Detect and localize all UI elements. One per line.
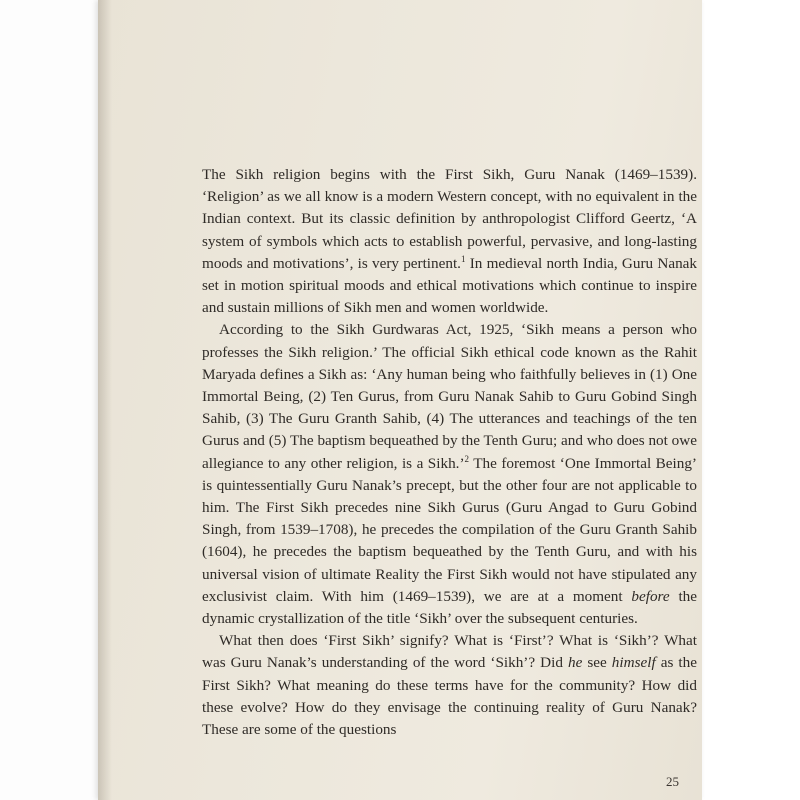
paragraph-2: According to the Sikh Gurdwaras Act, 1925, ‘Sikh means a person who professes the Sikh religion.’ The official Sikh ethical code known as the Rahit Maryada defines a Sikh as: ‘Any human being who faithfully believes in (1) One Immortal Being, (2) Ten Gurus, from Guru Nanak Sahib to Guru Gobind Singh Sahib, (3) The Guru Granth Sahib, (4) The utterances and teachings of the ten Gurus and (5) The baptism bequeathed by the Tenth Guru; and who does not owe allegiance to any other religion, is a Sikh.’$^2$ The foremost ‘One Immortal Being’ is quintessentially Guru Nanak’s precept, but the other four are not applicable to him. The First Sikh precedes nine Sikh Gurus (Guru Angad to Guru Gobind Singh, from 1539–1708), he precedes the compilation of the Guru Granth Sahib (1604), he precedes the baptism bequeathed by the Tenth Guru, and with his universal vision of ultimate Reality the First Sikh would not have stipulated any exclusivist claim. With him (1469–1539), we are at a moment before the dynamic crystallization of the title ‘Sikh’ over the subsequent centuries. <box>202 321 697 628</box>
paragraph-3: What then does ‘First Sikh’ signify? What is ‘First’? What is ‘Sikh’? What was Guru Nanak’s understanding of the word ‘Sikh’? Did he see himself as the First Sikh? What meaning do these terms have for the community? How did these evolve? How do they envisage the continuing reality of Guru Nanak? These are some of the questions <box>202 632 697 739</box>
footnote-marker-1: 1 <box>460 253 466 264</box>
body-text <box>202 164 697 741</box>
footnote-marker-2: 2 <box>464 453 470 464</box>
background-surface <box>0 0 100 800</box>
paragraph-1: The Sikh religion begins with the First Sikh, Guru Nanak (1469–1539). ‘Religion’ as we all know is a modern Western concept, with no equivalent in the Indian context. But its classic definition by anthropologist Clifford Geertz, ‘A system of symbols which acts to establish powerful, pervasive, and long-lasting moods and motivations’, is very pertinent.$^1$ In medieval north India, Guru Nanak set in motion spiritual moods and ethical motivations which continue to inspire and sustain millions of Sikh men and women worldwide. <box>202 166 697 317</box>
page-number: 25 <box>666 774 679 789</box>
page-gutter-shadow <box>98 0 112 800</box>
